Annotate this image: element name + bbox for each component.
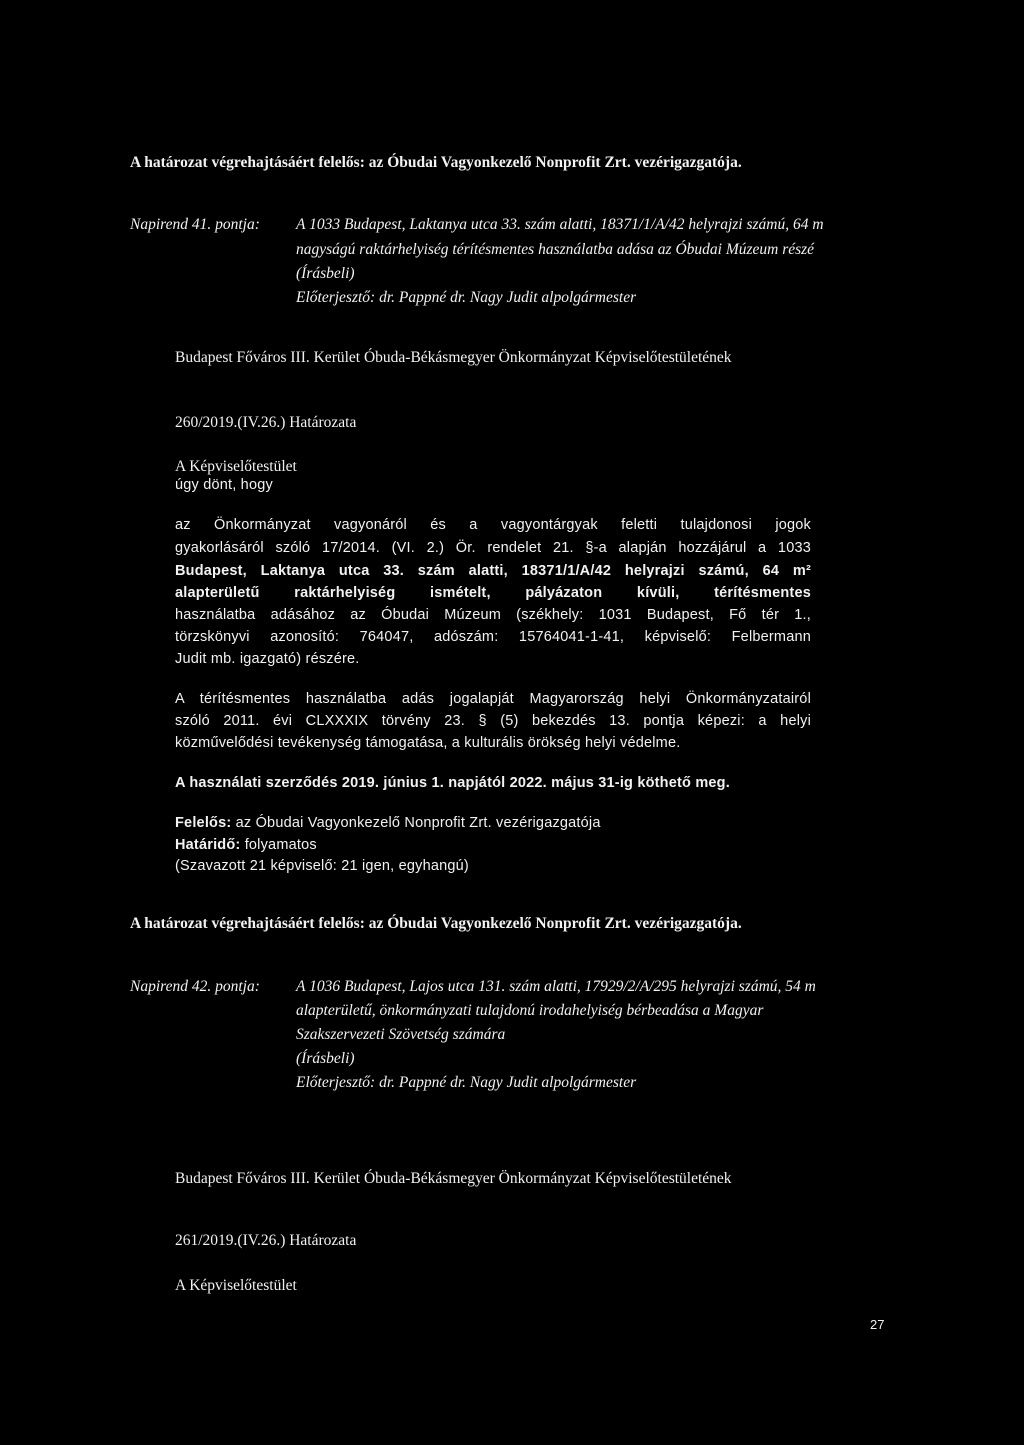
resolution-260-para2-line-2: szóló 2011. évi CLXXXIX törvény 23. § (5) bekezdés 13. pontja képezi: a helyi bbox=[175, 713, 811, 729]
agenda-41-title-line-3: (Írásbeli) bbox=[296, 265, 355, 282]
agenda-41-label: Napirend 41. pontja: bbox=[130, 216, 260, 233]
resolution-260-para1-line-2: gyakorlásáról szóló 17/2014. (VI. 2.) Ör. rendelet 21. §-a alapján hozzájárul a 1033 bbox=[175, 540, 811, 556]
resolution-260-para1-line-5: használatba adásához az Óbudai Múzeum (székhely: 1031 Budapest, Fő tér 1., bbox=[175, 607, 811, 623]
agenda-41-title-line-2: nagyságú raktárhelyiség térítésmentes használatba adása az Óbudai Múzeum részé bbox=[296, 241, 815, 258]
deadline-label: Határidő: bbox=[175, 837, 241, 853]
responsible-line-bottom: A határozat végrehajtásáért felelős: az Óbudai Vagyonkezelő Nonprofit Zrt. vezérigazgatója. bbox=[130, 915, 742, 932]
resolution-260-responsible bbox=[175, 814, 601, 832]
resolution-260-para2-line-1: A térítésmentes használatba adás jogalapját Magyarország helyi Önkormányzatairól bbox=[175, 691, 811, 707]
agenda-42-title-line-2: alapterületű, önkormányzati tulajdonú irodahelyiség bérbeadása a Magyar bbox=[296, 1002, 764, 1019]
deadline-value: folyamatos bbox=[244, 837, 317, 853]
resolution-260-assembly: A Képviselőtestület bbox=[175, 458, 297, 475]
responsible-line-top: A határozat végrehajtásáért felelős: az Óbudai Vagyonkezelő Nonprofit Zrt. vezérigazgatója. bbox=[130, 154, 742, 171]
resolution-260-para1-line-3: Budapest, Laktanya utca 33. szám alatti, 18371/1/A/42 helyrajzi számú, 64 m² bbox=[175, 563, 811, 579]
resolution-261-assembly: A Képviselőtestület bbox=[175, 1277, 297, 1294]
agenda-41-presenter: Előterjesztő: dr. Pappné dr. Nagy Judit alpolgármester bbox=[296, 289, 637, 306]
responsible-label: Felelős: bbox=[175, 815, 232, 831]
agenda-42-title-line-4: (Írásbeli) bbox=[296, 1050, 355, 1067]
resolution-260-vote: (Szavazott 21 képviselő: 21 igen, egyhangú) bbox=[175, 858, 469, 874]
resolution-260-body-name: Budapest Főváros III. Kerület Óbuda-Békásmegyer Önkormányzat Képviselőtestületének bbox=[175, 349, 732, 366]
agenda-42-title-line-1: A 1036 Budapest, Lajos utca 131. szám alatti, 17929/2/A/295 helyrajzi számú, 54 m bbox=[296, 978, 816, 995]
resolution-260-para1-line-6: törzskönyvi azonosító: 764047, adószám: 15764041-1-41, képviselő: Felbermann bbox=[175, 629, 811, 645]
agenda-42-label: Napirend 42. pontja: bbox=[130, 978, 260, 995]
resolution-260-para1-line-7: Judit mb. igazgató) részére. bbox=[175, 651, 360, 667]
resolution-261-body-name: Budapest Főváros III. Kerület Óbuda-Békásmegyer Önkormányzat Képviselőtestületének bbox=[175, 1170, 732, 1187]
agenda-42-title-line-3: Szakszervezeti Szövetség számára bbox=[296, 1026, 506, 1043]
responsible-value: az Óbudai Vagyonkezelő Nonprofit Zrt. vezérigazgatója bbox=[235, 815, 601, 831]
resolution-260-para2-line-3: közművelődési tevékenység támogatása, a kulturális örökség helyi védelme. bbox=[175, 735, 681, 751]
page-number: 27 bbox=[870, 1317, 885, 1332]
resolution-261-number: 261/2019.(IV.26.) Határozata bbox=[175, 1232, 357, 1249]
resolution-260-contract: A használati szerződés 2019. június 1. napjától 2022. május 31-ig köthető meg. bbox=[175, 775, 730, 791]
agenda-41-title-line-1: A 1033 Budapest, Laktanya utca 33. szám alatti, 18371/1/A/42 helyrajzi számú, 64 m bbox=[296, 216, 824, 233]
resolution-260-number: 260/2019.(IV.26.) Határozata bbox=[175, 414, 357, 431]
agenda-42-presenter: Előterjesztő: dr. Pappné dr. Nagy Judit alpolgármester bbox=[296, 1074, 637, 1091]
resolution-260-deadline bbox=[175, 836, 317, 854]
resolution-260-para1-line-1: az Önkormányzat vagyonáról és a vagyontárgyak feletti tulajdonosi jogok bbox=[175, 517, 811, 533]
resolution-260-para1-line-4: alapterületű raktárhelyiség ismételt, pályázaton kívüli, térítésmentes bbox=[175, 585, 811, 601]
resolution-260-decides: úgy dönt, hogy bbox=[175, 477, 273, 493]
